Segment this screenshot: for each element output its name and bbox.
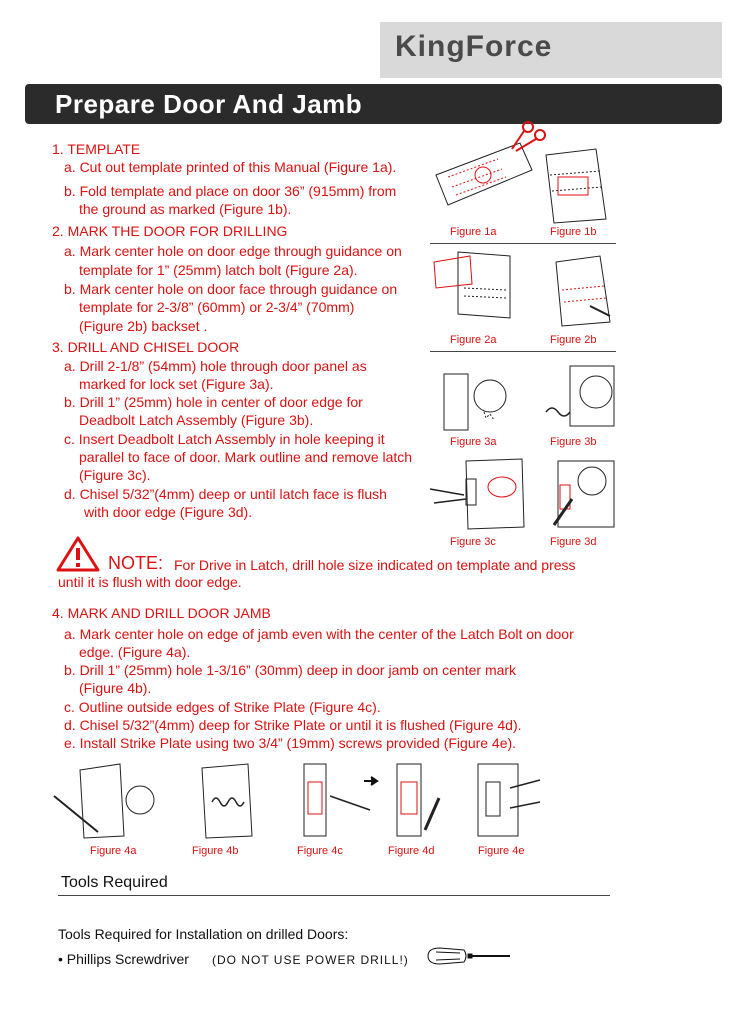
section4-a2: edge. (Figure 4a). [79, 644, 191, 660]
section2-a2: template for 1” (25mm) latch bolt (Figure 2a). [79, 262, 358, 278]
section3-d1: d. Chisel 5/32”(4mm) deep or until latch face is flush [64, 486, 387, 502]
section4-d: d. Chisel 5/32”(4mm) deep for Strike Plate or until it is flushed (Figure 4d). [64, 717, 522, 733]
section3-c2: parallel to face of door. Mark outline and remove latch [79, 449, 413, 465]
section1-heading: 1. TEMPLATE [52, 141, 141, 157]
figure-2a-illustration [430, 248, 520, 328]
figure-3d-illustration [548, 455, 620, 533]
section4-e: e. Install Strike Plate using two 3/4” (19mm) screws provided (Figure 4e). [64, 735, 517, 751]
note-line2: until it is flush with door edge. [58, 574, 242, 590]
figure-3c-caption: Figure 3c [450, 536, 496, 548]
section3-c1: c. Insert Deadbolt Latch Assembly in hole keeping it [64, 431, 385, 447]
figure-2b-illustration [550, 250, 620, 330]
screwdriver-icon [424, 946, 514, 966]
tools-warning: (DO NOT USE POWER DRILL!) [212, 953, 409, 967]
figure-4c-illustration [290, 758, 376, 842]
section3-b1: b. Drill 1” (25mm) hole in center of door edge for [64, 394, 363, 410]
arrow-right-icon [362, 775, 382, 787]
figure-3a-illustration [440, 360, 510, 432]
tools-heading: Tools Required [61, 874, 168, 891]
tools-divider [58, 895, 610, 896]
divider [430, 351, 616, 352]
section1-b1: b. Fold template and place on door 36” (915mm) from [64, 183, 397, 199]
section3-c3: (Figure 3c). [79, 467, 151, 483]
warning-icon [55, 535, 101, 573]
section1-a: a. Cut out template printed of this Manual (Figure 1a). [64, 159, 397, 175]
figure-4a-caption: Figure 4a [90, 845, 137, 857]
figure-4e-caption: Figure 4e [478, 845, 525, 857]
section2-b3: (Figure 2b) backset . [79, 318, 208, 334]
brand-logo: KingForce [395, 30, 553, 63]
section4-b2: (Figure 4b). [79, 680, 152, 696]
section3-a2: marked for lock set (Figure 3a). [79, 376, 274, 392]
figure-3b-caption: Figure 3b [550, 436, 597, 448]
section4-b1: b. Drill 1” (25mm) hole 1-3/16” (30mm) deep in door jamb on center mark [64, 662, 517, 678]
section4-c: c. Outline outside edges of Strike Plate (Figure 4c). [64, 699, 381, 715]
figure-4b-illustration [192, 760, 262, 840]
figure-2a-caption: Figure 2a [450, 334, 497, 346]
tools-item-screwdriver: • Phillips Screwdriver [58, 951, 189, 967]
section3-b2: Deadbolt Latch Assembly (Figure 3b). [79, 412, 314, 428]
figure-3a-caption: Figure 3a [450, 436, 497, 448]
figure-1b-illustration [540, 145, 612, 227]
figure-4e-illustration [470, 758, 550, 842]
figure-1a-caption: Figure 1a [450, 226, 497, 238]
section3-a1: a. Drill 2-1/8” (54mm) hole through door panel as [64, 358, 367, 374]
figure-4d-illustration [385, 758, 455, 842]
divider [430, 243, 616, 244]
section3-heading: 3. DRILL AND CHISEL DOOR [52, 339, 240, 355]
section4-a1: a. Mark center hole on edge of jamb even with the center of the Latch Bolt on door [64, 626, 574, 642]
section2-a1: a. Mark center hole on door edge through guidance on [64, 243, 402, 259]
figure-4d-caption: Figure 4d [388, 845, 435, 857]
figure-3b-illustration [540, 362, 618, 430]
figure-1a-illustration [428, 115, 550, 225]
figure-3c-illustration [426, 455, 530, 533]
section1-b2: the ground as marked (Figure 1b). [79, 201, 292, 217]
note-line1: For Drive in Latch, drill hole size indicated on template and press [174, 557, 576, 573]
figure-2b-caption: Figure 2b [550, 334, 597, 346]
section3-d2: with door edge (Figure 3d). [84, 504, 253, 520]
section4-heading: 4. MARK AND DRILL DOOR JAMB [52, 605, 271, 621]
section2-b1: b. Mark center hole on door face through guidance on [64, 281, 398, 297]
section2-b2: template for 2-3/8” (60mm) or 2-3/4” (70mm) [79, 299, 355, 315]
page-title: Prepare Door And Jamb [55, 89, 363, 119]
figure-1b-caption: Figure 1b [550, 226, 597, 238]
note-label: NOTE: [108, 553, 164, 573]
figure-4c-caption: Figure 4c [297, 845, 343, 857]
figure-3d-caption: Figure 3d [550, 536, 597, 548]
figure-4b-caption: Figure 4b [192, 845, 239, 857]
figure-4a-illustration [50, 760, 160, 840]
section2-heading: 2. MARK THE DOOR FOR DRILLING [52, 223, 288, 239]
tools-intro: Tools Required for Installation on drilled Doors: [58, 926, 349, 942]
